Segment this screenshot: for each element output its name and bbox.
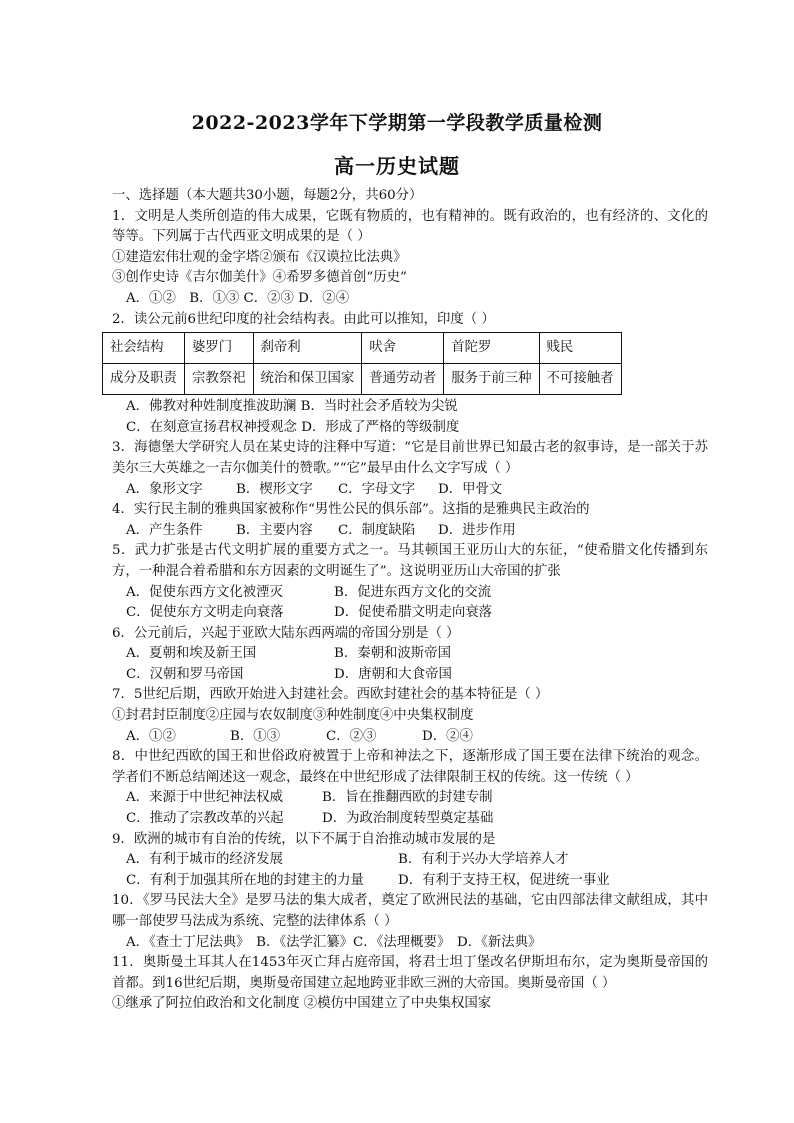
question-4-options xyxy=(112,521,708,542)
question-6-stem: 6．公元前后，兴起于亚欧大陆东西两端的帝国分别是（ ） xyxy=(112,625,460,641)
table-cell: 宗教祭祀 xyxy=(184,364,253,395)
option-b: B．楔形文字 xyxy=(236,481,313,497)
option-a: A．夏朝和埃及新王国 xyxy=(126,646,257,662)
option-d: D．唐朝和大食帝国 xyxy=(334,666,452,682)
option-d: D．有利于支持王权，促进统一事业 xyxy=(398,872,610,888)
option-a: A．有利于城市的经济发展 xyxy=(126,852,283,868)
table-cell: 贱民 xyxy=(539,333,621,364)
question-8-options-2 xyxy=(112,809,708,830)
option-b: B．秦朝和波斯帝国 xyxy=(334,646,451,662)
question-2-options-2: C．在刻意宣扬君权神授观念 D．形成了严格的等级制度 xyxy=(126,419,460,435)
question-1-options: A．①② B．①③ C．②③ D．②④ xyxy=(126,290,350,306)
question-9-options-1 xyxy=(112,850,708,871)
question-1-stem: 1．文明是人类所创造的伟大成果，它既有物质的，也有精神的。既有政治的，也有经济的、文化的等等。下列属于古代西亚文明成果的是（ ） xyxy=(112,208,708,245)
option-a: A．产生条件 xyxy=(126,522,203,538)
table-cell: 社会结构 xyxy=(103,333,185,364)
option-c: C．字母文字 xyxy=(338,481,416,497)
table-row xyxy=(103,364,622,395)
question-11-stem: 11．奥斯曼土耳其人在1453年灭亡拜占庭帝国，将君士坦丁堡改名伊斯坦布尔，定为奥斯曼帝国的首都。到16世纪后期，奥斯曼帝国建立起地跨亚非欧三洲的大帝国。奥斯曼帝国（ ） xyxy=(112,955,708,991)
option-c: C．促使东方文明走向衰落 xyxy=(126,605,284,621)
question-10-options: A．《查士丁尼法典》 B．《法学汇纂》C．《法理概要》 D．《新法典》 xyxy=(126,934,542,950)
question-7-items: ①封君封臣制度②庄园与农奴制度③种姓制度④中央集权制度 xyxy=(112,708,474,724)
table-cell: 成分及职责 xyxy=(103,364,185,395)
question-4-stem: 4．实行民主制的雅典国家被称作“男性公民的俱乐部”。这指的是雅典民主政治的 xyxy=(112,502,590,518)
option-d: D．②④ xyxy=(422,728,473,744)
exam-content xyxy=(112,186,708,1015)
option-d: D．进步作用 xyxy=(438,522,516,538)
option-a: A．促使东西方文化被湮灭 xyxy=(126,584,283,600)
table-cell: 婆罗门 xyxy=(184,333,253,364)
exam-title: 2022-2023学年下学期第一学段教学质量检测 xyxy=(191,112,603,134)
question-3-options xyxy=(112,480,708,501)
option-c: C．制度缺陷 xyxy=(338,522,416,538)
question-7-options xyxy=(112,727,708,748)
option-c: C．有利于加强其所在地的封建主的力量 xyxy=(126,872,364,888)
table-cell: 首陀罗 xyxy=(444,333,539,364)
option-c: C．推动了宗教改革的兴起 xyxy=(126,811,284,827)
table-row xyxy=(103,333,622,364)
question-1-items-2: ③创作史诗《吉尔伽美什》④希罗多德首创“历史” xyxy=(112,270,407,286)
table-cell: 吠舍 xyxy=(362,333,444,364)
option-b: B．促进东西方文化的交流 xyxy=(334,584,492,600)
question-10-stem: 10．《罗马民法大全》是罗马法的集大成者，奠定了欧洲民法的基础，它由四部法律文献组成，其中哪一部使罗马法成为系统、完整的法律体系（ ） xyxy=(112,893,708,929)
option-b: B．旨在推翻西欧的封建专制 xyxy=(322,790,493,806)
section-header: 一、选择题（本大题共30小题，每题2分，共60分） xyxy=(112,188,423,203)
question-6-options-2 xyxy=(112,665,708,686)
question-3-stem: 3．海德堡大学研究人员在某史诗的注释中写道：“它是目前世界已知最古老的叙事诗，是一部关于苏美尔三大英雄之一吉尔伽美什的赞歌。”“它”最早由什么文字写成（ ） xyxy=(112,440,708,476)
option-b: B．①③ xyxy=(230,728,281,744)
question-5-options-1 xyxy=(112,583,708,604)
option-d: D．甲骨文 xyxy=(438,481,503,497)
option-d: D．促使希腊文明走向衰落 xyxy=(334,605,493,621)
option-c: C．②③ xyxy=(326,728,377,744)
option-a: A．象形文字 xyxy=(126,481,203,497)
question-2-options-1: A．佛教对种姓制度推波助澜 B．当时社会矛盾较为尖锐 xyxy=(126,399,458,415)
option-a: A．①② xyxy=(126,728,176,744)
option-a: A．来源于中世纪神法权威 xyxy=(126,790,283,806)
table-cell: 不可接触者 xyxy=(539,364,621,395)
table-cell: 服务于前三种 xyxy=(444,364,539,395)
question-9-stem: 9．欧洲的城市有自治的传统，以下不属于自治推动城市发展的是 xyxy=(112,831,496,847)
question-8-options-1 xyxy=(112,788,708,809)
exam-subtitle: 高一历史试题 xyxy=(334,154,460,178)
question-7-stem: 7．5世纪后期，西欧开始进入封建社会。西欧封建社会的基本特征是（ ） xyxy=(112,687,549,703)
social-structure-table xyxy=(102,332,622,395)
option-b: B．有利于兴办大学培养人才 xyxy=(398,852,569,868)
question-9-options-2 xyxy=(112,871,708,892)
table-cell: 普通劳动者 xyxy=(362,364,444,395)
question-5-stem: 5．武力扩张是古代文明扩展的重要方式之一。马其顿国王亚历山大的东征，“使希腊文化传播到东方，一种混合着希腊和东方因素的文明诞生了”。这说明亚历山大帝国的扩张 xyxy=(112,543,708,579)
question-2-stem: 2．读公元前6世纪印度的社会结构表。由此可以推知，印度（ ） xyxy=(112,311,495,327)
question-6-options-1 xyxy=(112,644,708,665)
table-cell: 统治和保卫国家 xyxy=(253,364,362,395)
table-cell: 刹帝利 xyxy=(253,333,362,364)
option-d: D．为政治制度转型奠定基础 xyxy=(322,811,494,827)
option-c: C．汉朝和罗马帝国 xyxy=(126,666,244,682)
option-b: B．主要内容 xyxy=(236,522,313,538)
question-5-options-2 xyxy=(112,603,708,624)
question-11-items: ①继承了阿拉伯政治和文化制度 ②模仿中国建立了中央集权国家 xyxy=(112,996,492,1012)
question-8-stem: 8．中世纪西欧的国王和世俗政府被置于上帝和神法之下，逐渐形成了国王要在法律下统治的观念。学者们不断总结阐述这一观念，最终在中世纪形成了法律限制王权的传统。这一传统（ ） xyxy=(112,749,708,785)
question-1-items-1: ①建造宏伟壮观的金字塔②颁布《汉谟拉比法典》 xyxy=(112,249,407,265)
